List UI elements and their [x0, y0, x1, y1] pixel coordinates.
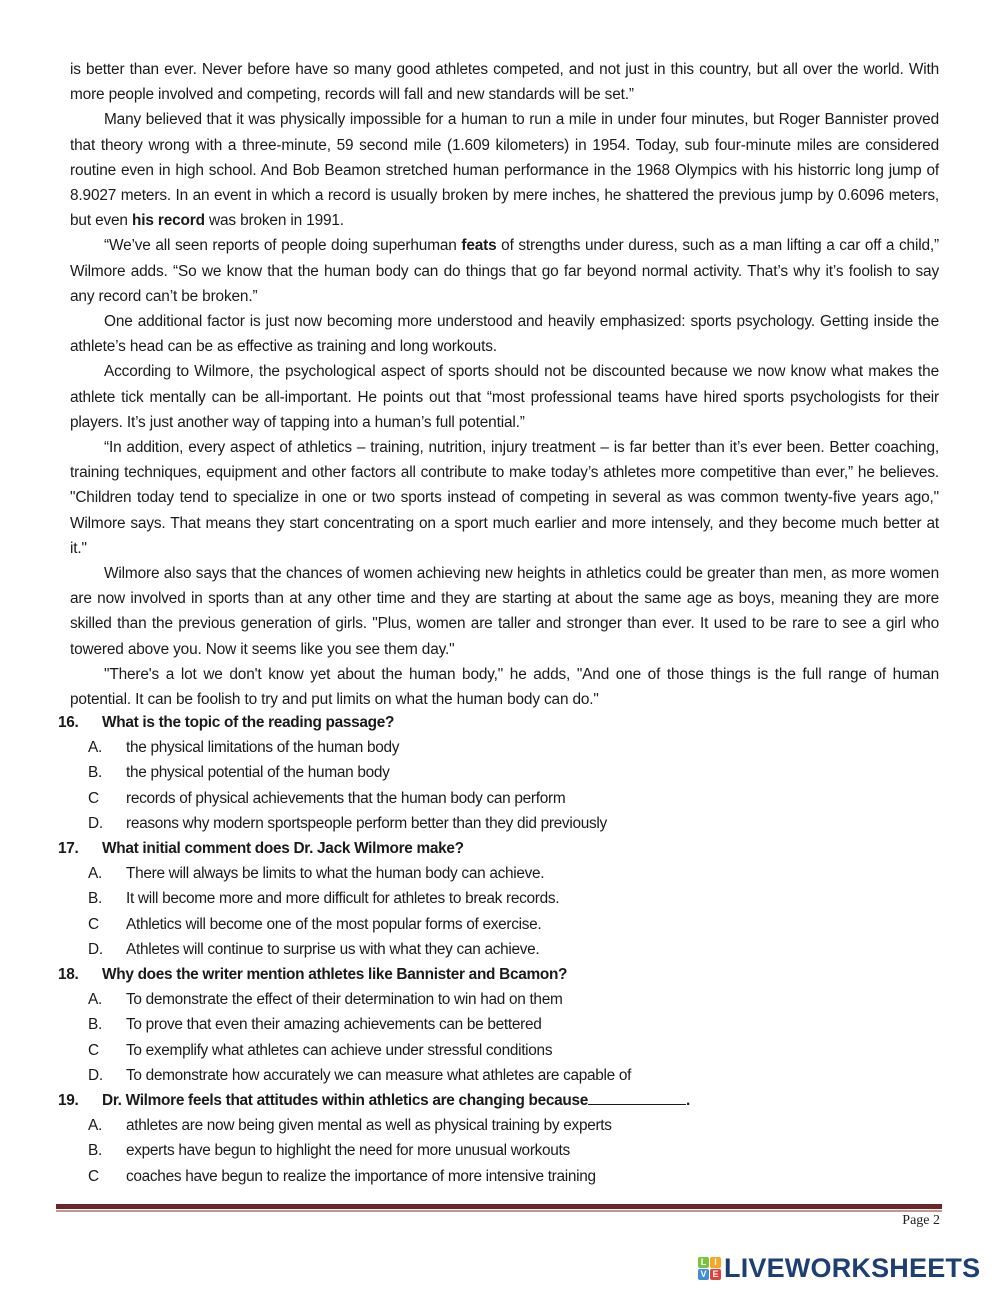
option-letter: B. — [88, 1142, 102, 1160]
option-text: coaches have begun to realize the importance of more intensive training — [126, 1167, 596, 1185]
option-text: To exemplify what athletes can achieve under stressful conditions — [126, 1041, 553, 1059]
answer-option[interactable] — [58, 937, 958, 962]
question-text-wrap — [102, 1088, 690, 1113]
question-number: 18. — [58, 966, 79, 984]
option-letter: B. — [88, 890, 102, 908]
footer-rule-light — [56, 1210, 942, 1212]
bold-term: his record — [131, 212, 205, 230]
answer-option[interactable] — [58, 1038, 958, 1063]
option-letter: A. — [88, 991, 102, 1009]
option-letter: A. — [88, 865, 102, 883]
answer-option[interactable] — [58, 861, 958, 886]
question-stem — [58, 1088, 958, 1113]
question-stem — [58, 962, 958, 987]
liveworksheets-logo — [698, 1252, 980, 1284]
question-number: 19. — [58, 1092, 79, 1110]
paragraph-text: was broken in 1991. — [204, 212, 344, 230]
question-text: Dr. Wilmore feels that attitudes within athletics are changing because — [102, 1092, 589, 1110]
option-text: the physical potential of the human body — [126, 764, 390, 782]
question-stem — [58, 710, 958, 735]
option-text: To prove that even their amazing achievements can be bettered — [126, 1016, 542, 1034]
option-text: Athletes will continue to surprise us with what they can achieve. — [126, 940, 540, 958]
option-letter: C — [88, 1167, 99, 1185]
passage-paragraph — [70, 57, 939, 107]
question-list — [58, 710, 958, 1189]
answer-option[interactable] — [58, 760, 958, 785]
question-text-wrap — [102, 710, 394, 735]
option-text: the physical limitations of the human body — [126, 739, 400, 757]
question-number: 16. — [58, 714, 79, 731]
option-text: It will become more and more difficult for athletes to break records. — [126, 890, 560, 908]
option-letter: A. — [88, 739, 102, 757]
option-text: To demonstrate the effect of their determination to win had on them — [126, 991, 563, 1009]
question-text-wrap — [102, 836, 464, 861]
option-letter: D. — [88, 940, 103, 958]
footer-rule-dark — [56, 1204, 942, 1209]
option-text: athletes are now being given mental as well as physical training by experts — [126, 1117, 612, 1135]
question-punctuation: . — [686, 1092, 691, 1110]
question-text-wrap — [102, 962, 567, 987]
answer-option[interactable] — [58, 1164, 958, 1189]
option-text: experts have begun to highlight the need for more unusual workouts — [126, 1142, 570, 1160]
paragraph-text: Wilmore also says that the chances of women achieving new heights in athletics could be greater than men, as more women are now involved in sports than at any other time and they are starting at about the same age as boys, meaning they are more skilled than the previous generation of girls. "Plus, women are taller and stronger than ever. It used to be rare to see a girl who towered above you. Now it seems like you see them day." — [70, 565, 939, 658]
logo-tile: L — [698, 1257, 709, 1268]
logo-tile: E — [710, 1269, 721, 1280]
paragraph-text: According to Wilmore, the psychological aspect of sports should not be discounted because we now know what makes the athlete tick mentally can be all-important. He points out that “most professional teams have hired sports psychologists for their players. It’s just another way of tapping into a human’s full potential.” — [70, 363, 939, 431]
passage-paragraph — [70, 435, 939, 561]
paragraph-text: "There's a lot we don't know yet about the human body," he adds, "And one of those things is the full range of human potential. It can be foolish to try and put limits on what the human body can do." — [70, 665, 939, 709]
answer-option[interactable] — [58, 735, 958, 760]
question-text: Why does the writer mention athletes like Bannister and Bcamon? — [102, 966, 568, 984]
passage-paragraph — [70, 359, 939, 435]
option-text: records of physical achievements that the human body can perform — [126, 789, 566, 807]
option-letter: C — [88, 1041, 99, 1059]
paragraph-text: “In addition, every aspect of athletics – training, nutrition, injury treatment – is far better than it’s ever been. Better coaching, training techniques, equipment and other factors all contribute to make today’s athletes more competitive than ever,” he believes. "Children today tend to specialize in one or two sports instead of competing in several as was common twenty-five years ago," Wilmore says. That means they start concentrating on a sport much earlier and more intensely, and they become much better at it." — [70, 439, 939, 557]
bold-term: feats — [461, 237, 497, 255]
answer-option[interactable] — [58, 786, 958, 811]
option-letter: B. — [88, 764, 102, 782]
option-letter: A. — [88, 1117, 102, 1135]
passage-paragraph — [70, 107, 939, 233]
question-number: 17. — [58, 840, 79, 858]
paragraph-text: “We’ve all seen reports of people doing superhuman — [104, 237, 462, 255]
answer-option[interactable] — [58, 987, 958, 1012]
paragraph-text: One additional factor is just now becoming more understood and heavily emphasized: sports psychology. Getting inside the athlete’s head can be as effective as training and long workouts. — [70, 313, 939, 356]
answer-option[interactable] — [58, 1063, 958, 1088]
option-letter: B. — [88, 1016, 102, 1034]
answer-option[interactable] — [58, 1138, 958, 1163]
logo-tile: I — [710, 1257, 721, 1268]
paragraph-text: of strengths under duress, such as a man lifting a car off a child,” Wilmore adds. “So we know that the human body can do things that go far beyond normal activity. That’s why it’s foolish to say any record can’t be broken.” — [70, 237, 939, 305]
option-text: There will always be limits to what the human body can achieve. — [126, 865, 545, 883]
option-letter: D. — [88, 814, 103, 832]
option-letter: D. — [88, 1066, 103, 1084]
passage-paragraph — [70, 309, 939, 359]
option-text: To demonstrate how accurately we can measure what athletes are capable of — [126, 1066, 632, 1084]
paragraph-text: is better than ever. Never before have so many good athletes competed, and not just in this country, but all over the world. With more people involved and competing, records will fall and new standards will be set.” — [70, 61, 939, 104]
answer-option[interactable] — [58, 912, 958, 937]
answer-blank[interactable] — [588, 1090, 686, 1105]
paragraph-text: Many believed that it was physically impossible for a human to run a mile in under four minutes, but Roger Bannister proved that theory wrong with a three-minute, 59 second mile (1.609 kilometers) in 1954. Today, sub four-minute miles are considered routine even in high school. And Bob Beamon stretched human performance in the 1968 Olympics with his historric long jump of 8.9027 meters. In an event in which a record is usually broken by mere inches, he shattered the previous jump by 0.6096 meters, but even — [70, 111, 939, 230]
option-letter: C — [88, 789, 99, 807]
live-tiles-icon — [698, 1257, 721, 1280]
question-text: What is the topic of the reading passage? — [102, 714, 395, 731]
answer-option[interactable] — [58, 811, 958, 836]
option-text: Athletics will become one of the most popular forms of exercise. — [126, 915, 542, 933]
option-letter: C — [88, 915, 99, 933]
question-stem — [58, 836, 958, 861]
page-number: Page 2 — [902, 1213, 940, 1228]
logo-tile: V — [698, 1269, 709, 1280]
reading-passage — [70, 57, 939, 712]
passage-paragraph — [70, 233, 939, 309]
question-text: What initial comment does Dr. Jack Wilmore make? — [102, 840, 464, 858]
answer-option[interactable] — [58, 1012, 958, 1037]
answer-option[interactable] — [58, 886, 958, 911]
option-text: reasons why modern sportspeople perform better than they did previously — [126, 814, 607, 832]
footer-rule — [56, 1204, 942, 1213]
answer-option[interactable] — [58, 1113, 958, 1138]
passage-paragraph — [70, 662, 939, 712]
passage-paragraph — [70, 561, 939, 662]
logo-text: LIVEWORKSHEETS — [724, 1252, 981, 1283]
